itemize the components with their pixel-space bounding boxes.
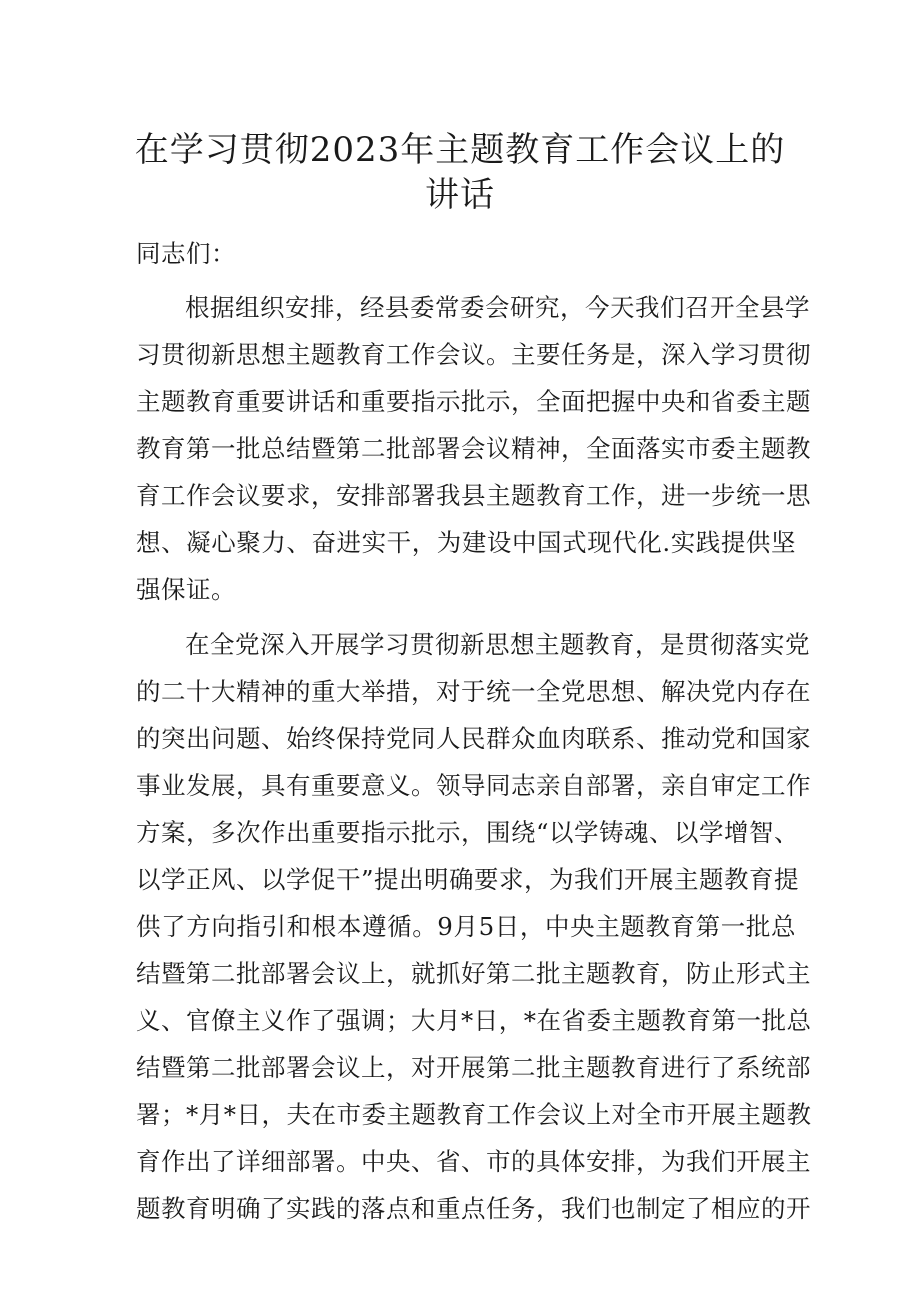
paragraph-2-line: 方案，多次作出重要指示批示，围绕“以学铸魂、以学增智、 <box>136 818 800 847</box>
paragraph-1-line: 想、凝心聚力、奋进实干，为建设中国式现代化.实践提供坚 <box>136 528 796 557</box>
paragraph-2-line: 育作出了详细部署。中央、省、市的具体安排，为我们开展主 <box>136 1147 811 1176</box>
paragraph-2-line: 供了方向指引和根本遵循。9月5日，中央主题教育第一批总 <box>136 912 796 941</box>
document-title-line-2: 讲话 <box>425 175 495 215</box>
paragraph-1-line: 主题教育重要讲话和重要指示批示，全面把握中央和省委主题 <box>136 387 811 416</box>
paragraph-1-line: 习贯彻新思想主题教育工作会议。主要任务是，深入学习贯彻 <box>136 340 811 369</box>
salutation: 同志们： <box>136 239 236 268</box>
paragraph-2-line: 义、官僚主义作了强调；大月*日，*在省委主题教育第一批总 <box>136 1006 812 1035</box>
paragraph-1-line: 强保证。 <box>136 575 236 604</box>
paragraph-2-line: 结暨第二批部署会议上，对开展第二批主题教育进行了系统部 <box>136 1053 811 1082</box>
paragraph-1-line: 育工作会议要求，安排部署我县主题教育工作，进一步统一思 <box>136 481 811 510</box>
paragraph-2-line: 结暨第二批部署会议上，就抓好第二批主题教育，防止形式主 <box>136 959 811 988</box>
paragraph-2-line: 题教育明确了实践的落点和重点任务，我们也制定了相应的开 <box>136 1194 811 1223</box>
document-title-line-1: 在学习贯彻2023年主题教育工作会议上的 <box>134 130 786 170</box>
paragraph-2-line: 署；*月*日，夫在市委主题教育工作会议上对全市开展主题教 <box>136 1100 812 1129</box>
paragraph-1-line: 教育第一批总结暨第二批部署会议精神，全面落实市委主题教 <box>136 434 811 463</box>
paragraph-2-line: 在全党深入开展学习贯彻新思想主题教育，是贯彻落实党 <box>185 630 810 659</box>
paragraph-2-line: 的二十大精神的重大举措，对于统一全党思想、解决党内存在 <box>136 677 811 706</box>
paragraph-1-line: 根据组织安排，经县委常委会研究，今天我们召开全县学 <box>185 293 810 322</box>
paragraph-2-line: 以学正风、以学促干”提出明确要求，为我们开展主题教育提 <box>136 865 800 894</box>
paragraph-2-line: 的突出问题、始终保持党同人民群众血肉联系、推动党和国家 <box>136 724 811 753</box>
paragraph-2-line: 事业发展，具有重要意义。领导同志亲自部署，亲自审定工作 <box>136 771 811 800</box>
